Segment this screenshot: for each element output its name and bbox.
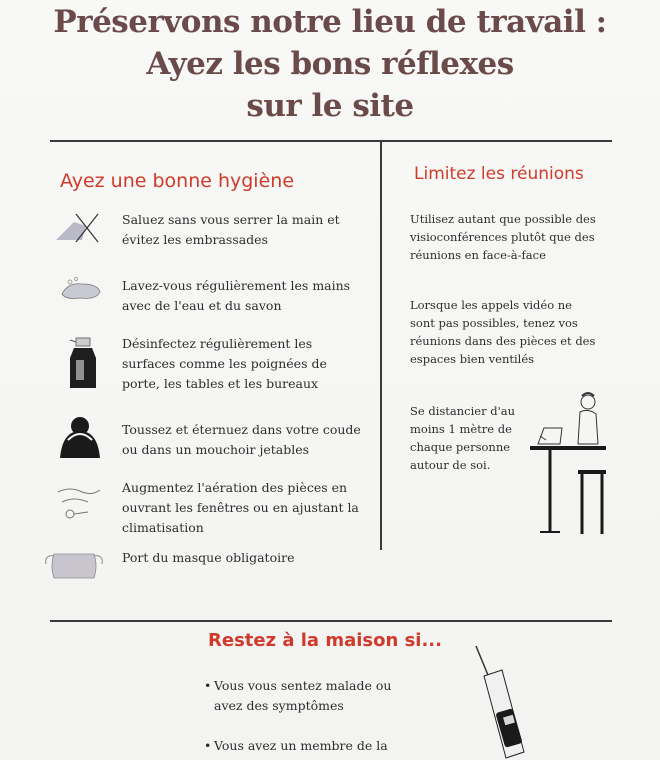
face-mask-icon: [42, 548, 106, 584]
person-at-desk-icon: [516, 388, 612, 538]
meetings-text-1: Utilisez autant que possible des visioconférences plutôt que des réunions en face-à-face: [410, 212, 596, 262]
home-bullet-2: [204, 736, 414, 756]
hygiene-heading: Ayez une bonne hygiène: [60, 170, 295, 192]
spray-bottle-icon: [64, 334, 100, 392]
bullet-dot-icon: •: [204, 678, 212, 693]
handwashing-icon: [58, 276, 104, 304]
title-line-1: Préservons notre lieu de travail :: [53, 4, 607, 40]
air-flow-icon: [54, 482, 104, 522]
hygiene-text-1: Saluez sans vous serrer la main et évitez les embrassades: [122, 212, 340, 247]
thermometer-icon: [462, 640, 542, 760]
meetings-text-2: Lorsque les appels vidéo ne sont pas possibles, tenez vos réunions dans des pièces et des espaces bien ventilés: [410, 298, 596, 366]
hygiene-text-4: Toussez et éternuez dans votre coude ou dans un mouchoir jetables: [122, 422, 361, 457]
no-handshake-icon: [52, 210, 102, 246]
divider-top: [50, 140, 612, 142]
home-bullet-text-2: Vous avez un membre de la: [214, 738, 388, 753]
cough-elbow-icon: [56, 414, 104, 460]
title-line-3: sur le site: [246, 88, 414, 124]
home-heading: Restez à la maison si...: [208, 630, 442, 651]
divider-middle: [50, 620, 612, 622]
divider-vertical: [380, 142, 382, 550]
home-bullet-text-1: Vous vous sentez malade ou avez des symptômes: [214, 678, 392, 713]
bullet-dot-icon: •: [204, 738, 212, 753]
hygiene-text-6: Port du masque obligatoire: [122, 550, 295, 565]
hygiene-text-5: Augmentez l'aération des pièces en ouvrant les fenêtres ou en ajustant la climatisation: [122, 480, 359, 535]
hygiene-text-3: Désinfectez régulièrement les surfaces comme les poignées de porte, les tables et les bureaux: [122, 336, 327, 391]
meetings-text-3: Se distancier d'au moins 1 mètre de chaque personne autour de soi.: [410, 404, 516, 472]
title-line-2: Ayez les bons réflexes: [146, 46, 514, 82]
meetings-heading: Limitez les réunions: [414, 164, 584, 184]
home-bullet-1: [204, 676, 414, 716]
hygiene-text-2: Lavez-vous régulièrement les mains avec de l'eau et du savon: [122, 278, 351, 313]
